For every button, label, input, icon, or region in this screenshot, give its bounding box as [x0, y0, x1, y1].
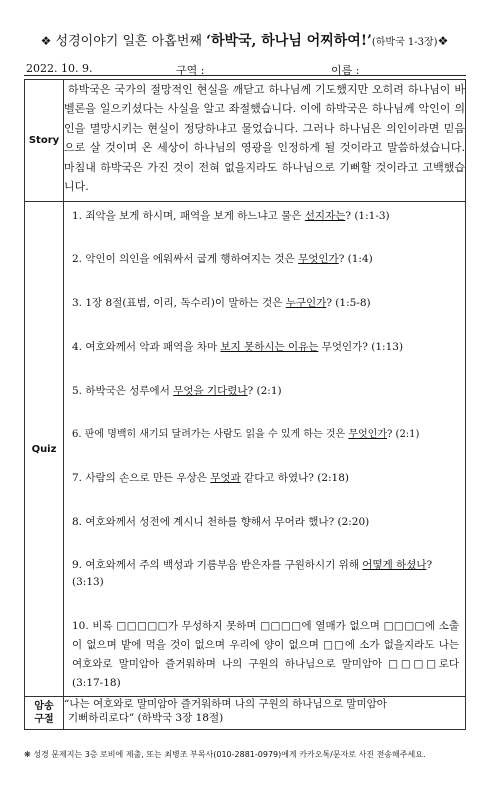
lesson-title: ‘하박국, 하나님 어찌하여!’ — [206, 33, 372, 49]
quiz-row — [25, 202, 466, 697]
quiz-question-5: 5. 하박국은 성루에서 무엇을 기다렸나? (2:1) — [72, 385, 282, 397]
quiz-cell — [64, 202, 466, 697]
series-label: 성경이야기 일흔 아홉번째 — [55, 34, 202, 49]
story-body: 하박국은 국가의 절망적인 현실을 깨닫고 하나님께 기도했지만 오히려 하나님이 바벨론을 일으키셨다는 사실을 알고 좌절했습니다. 이에 하박국은 하나님께 악인이 의인을 멸망시키는 현실이 정당하냐고 물었습니다. 그러나 하나님은 의인이라면 믿음으로 살 것이며 온 세상이 하나님의 영광을 인정하게 될 것이라고 말씀하셨습니다. 마침내 하박국은 가진 것이 전혀 없을지라도 하나님으로 기뻐할 것이라고 고백했습니다. — [64, 83, 465, 194]
worksheet-table — [24, 79, 466, 730]
memory-verse: “나는 여호와로 말미암아 즐거워하며 나의 구원의 하나님으로 말미암아 기뻐하리로다” (하박국 3장 18절) — [64, 697, 466, 730]
quiz-question-2: 2. 악인이 의인을 에워싸서 굽게 행하여지는 것은 무엇인가? (1:4) — [72, 253, 373, 265]
quiz-question-8: 8. 여호와께서 성전에 계시니 천하를 향해서 무어라 했나? (2:20) — [72, 516, 370, 528]
footer-note: ❋ 성경 문제지는 3층 로비에 제출, 또는 최병조 부목사(010-2881-0979)에게 카카오톡/문자로 사진 전송해주세요. — [24, 750, 426, 759]
worksheet-title — [0, 30, 489, 50]
quiz-question-1: 1. 죄악을 보게 하시며, 패역을 보게 하느냐고 물은 선지자는? (1:1-3) — [72, 210, 390, 222]
story-text — [64, 80, 466, 202]
scripture-ref: (하박국 1-3장) — [371, 37, 438, 48]
header-divider — [24, 75, 466, 76]
quiz-question-10: 10. 비록 □□□□□가 무성하지 못하며 □□□□에 열매가 없으며 □□□□에 소출이 없으며 밭에 먹을 것이 없으며 우리에 양이 없으며 □□에 소가 없을지라도 나는 여호와로 말미암아 즐거워하며 나의 구원의 하나님으로 말미암아 □□□□로다 (3:17-18) — [72, 620, 459, 689]
quiz-question-9: 9. 여호와께서 주의 백성과 기름부음 받은자를 구원하시기 위해 어떻게 하셨나? (3:13) — [72, 559, 433, 588]
quiz-question-4: 4. 여호와께서 악과 패역을 차마 보지 못하시는 이유는 무엇인가? (1:13) — [72, 341, 404, 353]
quiz-label: Quiz — [25, 202, 64, 697]
name-label: 이름 : — [331, 64, 360, 77]
memory-row — [25, 697, 466, 730]
story-row — [25, 80, 466, 202]
quiz-question-6: 6. 판에 명백히 새기되 달려가는 사람도 읽을 수 있게 하는 것은 무엇인가? (2:1) — [72, 429, 420, 440]
story-label: Story — [25, 80, 64, 202]
memory-label: 암송 구절 — [25, 697, 64, 730]
diamond-mark-right: ❖ — [437, 34, 449, 48]
quiz-question-7: 7. 사람의 손으로 만든 우상은 무엇과 같다고 하였나? (2:18) — [72, 472, 349, 484]
class-label: 구역 : — [176, 64, 205, 77]
diamond-mark-left: ❖ — [40, 34, 52, 48]
date: 2022. 10. 9. — [26, 62, 93, 75]
quiz-question-3: 3. 1장 8절(표범, 이리, 독수리)이 말하는 것은 누구인가? (1:5-8) — [72, 297, 371, 309]
